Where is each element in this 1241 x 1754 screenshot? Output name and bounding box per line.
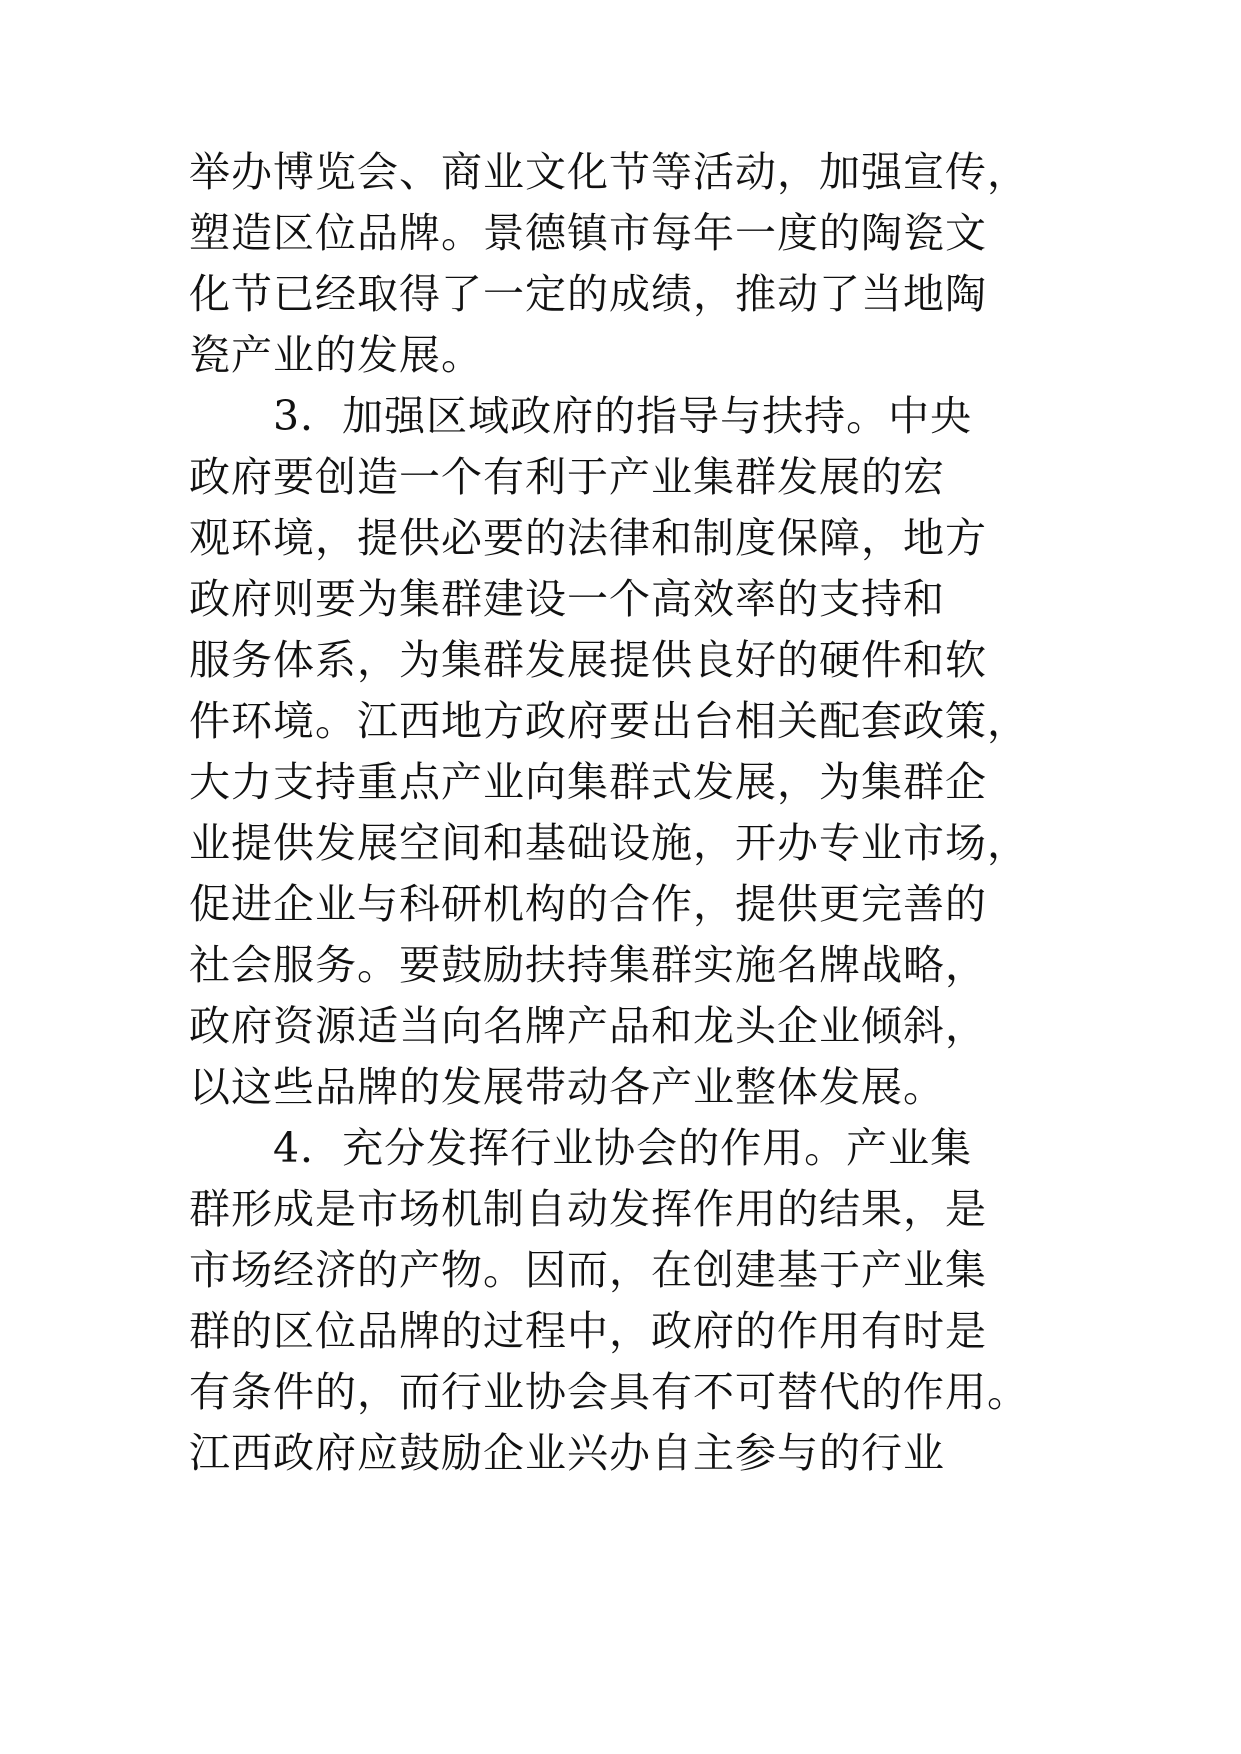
text-line: 政府资源适当向名牌产品和龙头企业倾斜，: [189, 1002, 987, 1050]
text-line: 化节已经取得了一定的成绩，推动了当地陶: [189, 270, 987, 318]
text-line: 观环境，提供必要的法律和制度保障，地方: [189, 514, 987, 562]
text-line: 服务体系，为集群发展提供良好的硬件和软: [189, 636, 987, 684]
text-line: 政府则要为集群建设一个高效率的支持和: [189, 575, 945, 623]
text-line: 市场经济的产物。因而，在创建基于产业集: [189, 1246, 987, 1294]
text-line: 群形成是市场机制自动发挥作用的结果，是: [189, 1185, 987, 1233]
text-line: 江西政府应鼓励企业兴办自主参与的行业: [189, 1429, 945, 1477]
text-line: 塑造区位品牌。景德镇市每年一度的陶瓷文: [189, 209, 987, 257]
text-line: 业提供发展空间和基础设施，开办专业市场，: [189, 819, 1029, 867]
text-line: 大力支持重点产业向集群式发展，为集群企: [189, 758, 987, 806]
text-line: 举办博览会、商业文化节等活动，加强宣传，: [189, 148, 1029, 196]
text-line: 群的区位品牌的过程中，政府的作用有时是: [189, 1307, 987, 1355]
text-line: 件环境。江西地方政府要出台相关配套政策，: [189, 697, 1029, 745]
paragraph-start-line: 3．加强区域政府的指导与扶持。中央: [273, 392, 973, 440]
text-line: 社会服务。要鼓励扶持集群实施名牌战略，: [189, 941, 987, 989]
text-line: 瓷产业的发展。: [189, 331, 483, 379]
text-line: 促进企业与科研机构的合作，提供更完善的: [189, 880, 987, 928]
text-line: 有条件的，而行业协会具有不可替代的作用。: [189, 1368, 1029, 1416]
text-line: 政府要创造一个有利于产业集群发展的宏: [189, 453, 945, 501]
paragraph-start-line: 4．充分发挥行业协会的作用。产业集: [273, 1124, 973, 1172]
body-text: [189, 142, 1069, 1484]
text-line: 以这些品牌的发展带动各产业整体发展。: [189, 1063, 945, 1111]
